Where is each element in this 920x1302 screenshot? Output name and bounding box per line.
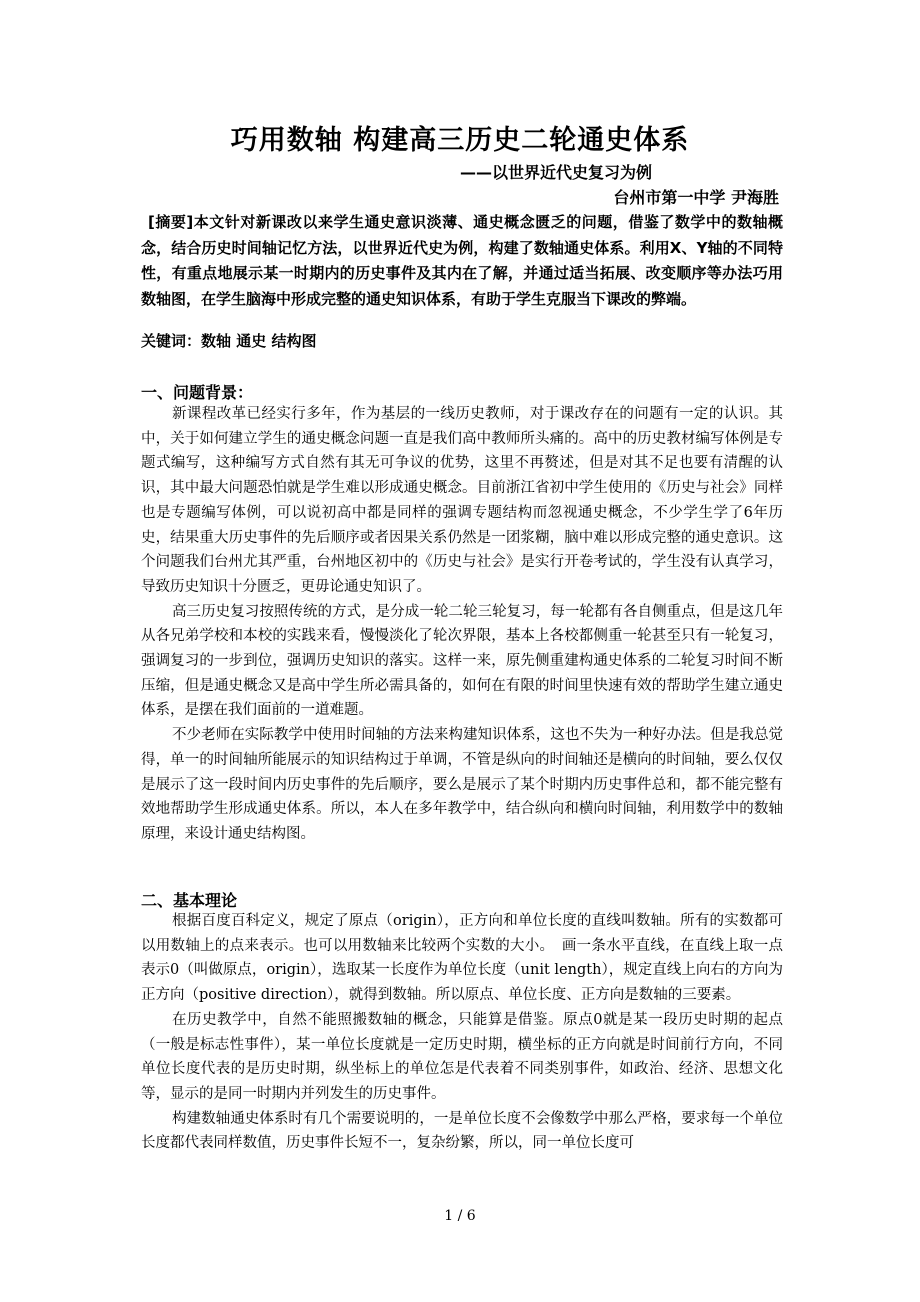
section-background bbox=[141, 402, 783, 847]
section-heading-background: 一、问题背景： bbox=[141, 383, 254, 402]
body-paragraph: 构建数轴通史体系时有几个需要说明的，一是单位长度不会像数学中那么严格，要求每一个单位长度都代表同样数值，历史事件长短不一，复杂纷繁，所以，同一单位长度可 bbox=[141, 1110, 783, 1152]
author-line: 台州市第一中学 尹海胜 bbox=[613, 188, 779, 207]
body-paragraph: 在历史教学中，自然不能照搬数轴的概念，只能算是借鉴。原点0就是某一段历史时期的起点（一般是标志性事件），某一单位长度就是一定历史时期，横坐标的正方向就是时间前行方向，不同单位长度代表的是历史时期，纵坐标上的单位怎是代表着不同类别事件，如政治、经济、思想文化等，显示的是同一时期内并列发生的历史事件。 bbox=[141, 1011, 783, 1102]
abstract-paragraph: [摘要]本文针对新课改以来学生通史意识淡薄、通史概念匮乏的问题，借鉴了数学中的数轴概念，结合历史时间轴记忆方法，以世界近代史为例，构建了数轴通史体系。利用X、Y轴的不同特性，有重点地展示某一时期内的历史事件及其内在了解，并通过适当拓展、改变顺序等办法巧用数轴图，在学生脑海中形成完整的通史知识体系，有助于学生克服当下课改的弊端。 bbox=[141, 213, 783, 308]
section-heading-theory: 二、基本理论 bbox=[141, 891, 238, 910]
keywords-line: 关键词：数轴 通史 结构图 bbox=[141, 332, 317, 350]
page-subtitle: ——以世界近代史复习为例 bbox=[460, 163, 653, 182]
body-paragraph: 新课程改革已经实行多年，作为基层的一线历史教师，对于课改存在的问题有一定的认识。其中，关于如何建立学生的通史概念问题一直是我们高中教师所头痛的。高中的历史教材编写体例是专题式编写，这种编写方式自然有其无可争议的优势，这里不再赘述，但是对其不足也要有清醒的认识，其中最大问题恐怕就是学生难以形成通史概念。目前浙江省初中学生使用的《历史与社会》同样也是专题编写体例，可以说初高中都是同样的强调专题结构而忽视通史概念，不少学生学了6年历史，结果重大历史事件的先后顺序或者因果关系仍然是一团浆糊，脑中难以形成完整的通史意识。这个问题我们台州尤其严重，台州地区初中的《历史与社会》是实行开卷考试的，学生没有认真学习，导致历史知识十分匮乏，更毋论通史知识了。 bbox=[141, 406, 783, 595]
body-paragraph: 高三历史复习按照传统的方式，是分成一轮二轮三轮复习，每一轮都有各自侧重点，但是这几年从各兄弟学校和本校的实践来看，慢慢淡化了轮次界限，基本上各校都侧重一轮甚至只有一轮复习，强调复习的一步到位，强调历史知识的落实。这样一来，原先侧重建构通史体系的二轮复习时间不断压缩，但是通史概念又是高中学生所必需具备的，如何在有限的时间里快速有效的帮助学生建立通史体系，是摆在我们面前的一道难题。 bbox=[141, 603, 783, 719]
body-paragraph: 不少老师在实际教学中使用时间轴的方法来构建知识体系，这也不失为一种好办法。但是我总觉得，单一的时间轴所能展示的知识结构过于单调，不管是纵向的时间轴还是横向的时间轴，要么仅仅是展示了这一段时间内历史事件的先后顺序，要么是展示了某个时期内历史事件总和，都不能完整有效地帮助学生形成通史体系。所以，本人在多年教学中，结合纵向和横向时间轴，利用数学中的数轴原理，来设计通史结构图。 bbox=[141, 727, 783, 842]
page-number: 1 / 6 bbox=[444, 1208, 476, 1224]
body-paragraph: 根据百度百科定义，规定了原点（origin），正方向和单位长度的直线叫数轴。所有的实数都可以用数轴上的点来表示。也可以用数轴来比较两个实数的大小。 画一条水平直线，在直线上取一点表示0（叫做原点，origin），选取某一长度作为单位长度（unit length），规定直线上向右的方向为正方向（positive direction），就得到数轴。所以原点、单位长度、正方向是数轴的三要素。 bbox=[141, 913, 783, 1004]
section-theory bbox=[141, 909, 783, 1156]
page-title: 巧用数轴 构建高三历史二轮通史体系 bbox=[230, 125, 690, 156]
